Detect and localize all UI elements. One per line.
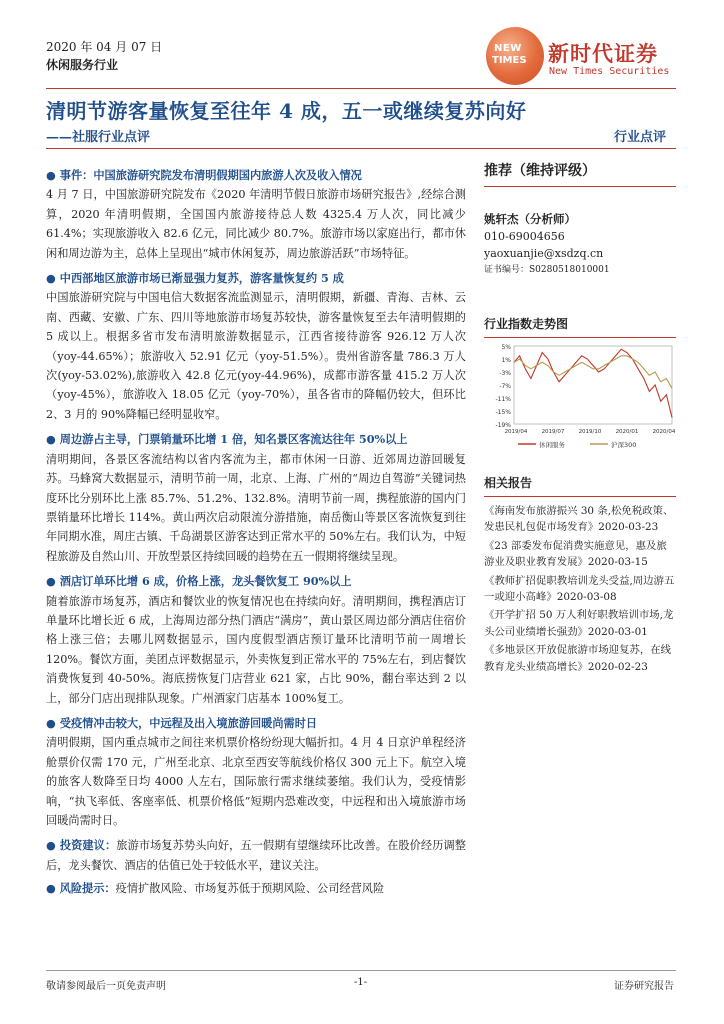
y-tick-label: -19% — [495, 422, 511, 429]
page-title: 清明节游客量恢复至往年 4 成，五一或继续复苏向好 — [46, 99, 527, 123]
footer-disclaimer[interactable]: 敬请参阅最后一页免责声明 — [46, 981, 166, 992]
title-divider — [46, 148, 676, 149]
doc-type: 行业点评 — [614, 130, 667, 145]
bullet-icon: ● — [46, 574, 56, 589]
rating: 推荐（维持评级） — [484, 160, 676, 187]
section-body: 4 月 7 日，中国旅游研究院发布《2020 年清明节假日旅游市场研究报告》,经综合测算，2020 年清明假期，全国国内旅游接待总人数 4325.4 万人次，同比减少 61.4%；实现旅游收入 82.6 亿元，同比减少 80.7%。旅游市场以家庭出行，都市休闲和周边游为主，总体上呈现出“城市休闲复苏，周边旅游活跃”市场特征。 — [46, 188, 466, 260]
sidebar — [484, 160, 676, 677]
bullet-icon: ● — [46, 838, 60, 853]
section-body: 中国旅游研究院与中国电信大数据客流监测显示，清明假期，新疆、青海、吉林、云南、西藏、安徽、广东、四川等地旅游市场复苏较快，游客量恢复至去年清明假期的 5 成以上。根据多省市发布清明旅游数据显示，江西省接待游客 926.12 万人次（yoy-44.65%）；旅游收入 52.91 亿元（yoy-51.5%）。贵州省游客量 786.3 万人次(yoy-53.02%),旅游收入 42.8 亿元(yoy-44.96%)，成都市游客量 415.2 万人次（yoy-45%），旅游收入 18.05 亿元（yoy-70%），虽各省市的降幅仍较大，但环比 2、3 月的 90%降幅已经明显收窄。 — [46, 291, 466, 421]
brand-name-en: New Times Securities — [549, 66, 670, 77]
y-tick-label: -11% — [495, 396, 511, 403]
related-report[interactable]: 《教师扩招促职教培训龙头受益,周边游五一或迎小高峰》2020-03-08 — [484, 574, 675, 604]
y-tick-label: 1% — [501, 357, 511, 364]
legend-label: 沪深300 — [611, 441, 637, 449]
index-trend-chart — [484, 338, 676, 456]
x-tick-label: 2020/01 — [615, 429, 639, 435]
report-date: 2020 年 04 月 07 日 — [46, 40, 163, 54]
main-content — [46, 160, 466, 899]
bullet-icon: ● — [46, 715, 56, 730]
section-heading: ● 事件：中国旅游研究院发布清明假期国内旅游人次及收入情况 — [46, 168, 362, 182]
legend-label: 休闲服务 — [539, 441, 565, 449]
x-tick-label: 2019/10 — [578, 429, 602, 435]
bullet-icon: ● — [46, 432, 56, 447]
analyst-name: 姚轩杰（分析师） — [484, 212, 576, 226]
analyst-cert: 证书编号：S0280518010001 — [484, 265, 610, 275]
section-heading: ● 受疫情冲击较大，中远程及出入境旅游回暖尚需时日 — [46, 715, 318, 730]
section-heading: ● 中西部地区旅游市场已渐显强力复苏，游客量恢复约 5 成 — [46, 271, 344, 286]
brand-name-cn: 新时代证券 — [548, 41, 658, 66]
related-report[interactable]: 《23 部委发布促消费实施意见，惠及旅游业及职业教育发展》2020-03-15 — [484, 539, 667, 569]
analyst-phone: 010-69004656 — [484, 230, 565, 243]
page-subtitle: ——社服行业点评 — [46, 130, 151, 145]
industry-label: 休闲服务行业 — [46, 58, 119, 72]
section-body: 清明期间，各景区客流结构以省内客流为主，都市休闲一日游、近郊周边游回暖复苏。马蜂窝大数据显示，清明节前一周，北京、上海、广州的“周边自驾游”关键词热度环比分别环比上涨 85.7%、51.2%、132.8%。清明节前一周，携程旅游的国内门票销量环比增长 114%。黄山两次启动限流分游措施，南岳衡山等景区客流恢复到往年同期水准，周庄古镇、千岛湖景区游客达到正常水平的 50%左右。我们认为，中短程旅游及自然山川、开放型景区持续回暖的趋势在五一假期将继续呈现。 — [46, 452, 466, 563]
related-title: 相关报告 — [484, 474, 676, 497]
y-tick-label: -7% — [499, 383, 511, 390]
footer-report-type: 证券研究报告 — [614, 981, 674, 992]
analyst-email[interactable]: yaoxuanjie@xsdzq.cn — [484, 247, 604, 260]
investment-advice: ● 投资建议：旅游市场复苏势头向好，五一假期有望继续环比改善。在股价经历调整后，龙头餐饮、酒店的估值已处于较低水平，建议关注。 — [46, 838, 466, 872]
y-tick-label: -3% — [499, 370, 511, 377]
related-list — [484, 503, 676, 675]
logo-word-times: TIMES — [492, 55, 527, 66]
footer-divider — [46, 970, 676, 971]
section-body: 清明假期，国内重点城市之间往来机票价格纷纷现大幅折扣。4 月 4 日京沪单程经济舱票价仅需 170 元，广州至北京、北京至西安等航线价格仅 300 元上下。航空入境的旅客人数降至日均 4000 人左右，国际旅行需求继续萎缩。我们认为，受疫情影响，“执飞率低、客座率低、机票价格低”短期内恐难改变，中远程和出入境旅游市场回暖尚需时日。 — [46, 736, 466, 827]
related-report[interactable]: 《开学扩招 50 万人利好职教培训市场,龙头公司业绩增长强劲》2020-03-01 — [484, 609, 674, 638]
page-number: -1- — [354, 977, 368, 988]
section-heading: ● 周边游占主导，门票销量环比增 1 倍，知名景区客流达往年 50%以上 — [46, 432, 408, 447]
x-tick-label: 2019/04 — [504, 429, 528, 435]
logo-word-new: NEW — [494, 43, 522, 54]
section-heading: ● 酒店订单环比增 6 成，价格上涨，龙头餐饮复工 90%以上 — [46, 574, 352, 589]
bullet-icon: ● — [46, 168, 56, 182]
related-report[interactable]: 《多地景区开放促旅游市场迎复苏，在线教育龙头业绩高增长》2020-02-23 — [484, 644, 672, 673]
header-divider — [46, 88, 676, 89]
bullet-icon: ● — [46, 881, 60, 896]
related-report[interactable]: 《海南发布旅游振兴 30 条,松免税政策、发患民札包促市场发育》2020-03-23 — [484, 505, 674, 534]
series-line-2 — [514, 356, 672, 389]
bullet-icon: ● — [46, 271, 56, 286]
plot-frame — [514, 346, 672, 424]
risk-warning: ● 风险提示：疫情扩散风险、市场复苏低于预期风险、公司经营风险 — [46, 881, 385, 896]
x-tick-label: 2020/04 — [652, 429, 676, 435]
y-tick-label: 5% — [501, 344, 511, 351]
section-body: 随着旅游市场复苏，酒店和餐饮业的恢复情况也在持续向好。清明期间，携程酒店订单量环比增长近 6 成，上海周边部分热门酒店“满房”，黄山景区周边部分酒店住宿价格上涨三倍；去哪儿网数据显示，国内度假型酒店预订量环比清明节前一周增长 120%。餐饮方面，美团点评数据显示，外卖恢复到正常水平的 75%左右，到店餐饮消费恢复到 40-50%。海底捞恢复门店营业 621 家，占比 90%，翻台率达到 2 以上，部分门店出现排队现象。广州酒家门店基本 100%复工。 — [46, 594, 466, 705]
y-tick-label: -15% — [495, 409, 511, 416]
chart-title: 行业指数走势图 — [484, 315, 676, 338]
analyst-info — [484, 211, 676, 279]
series-line-1 — [514, 349, 672, 417]
x-tick-label: 2019/07 — [541, 429, 565, 435]
